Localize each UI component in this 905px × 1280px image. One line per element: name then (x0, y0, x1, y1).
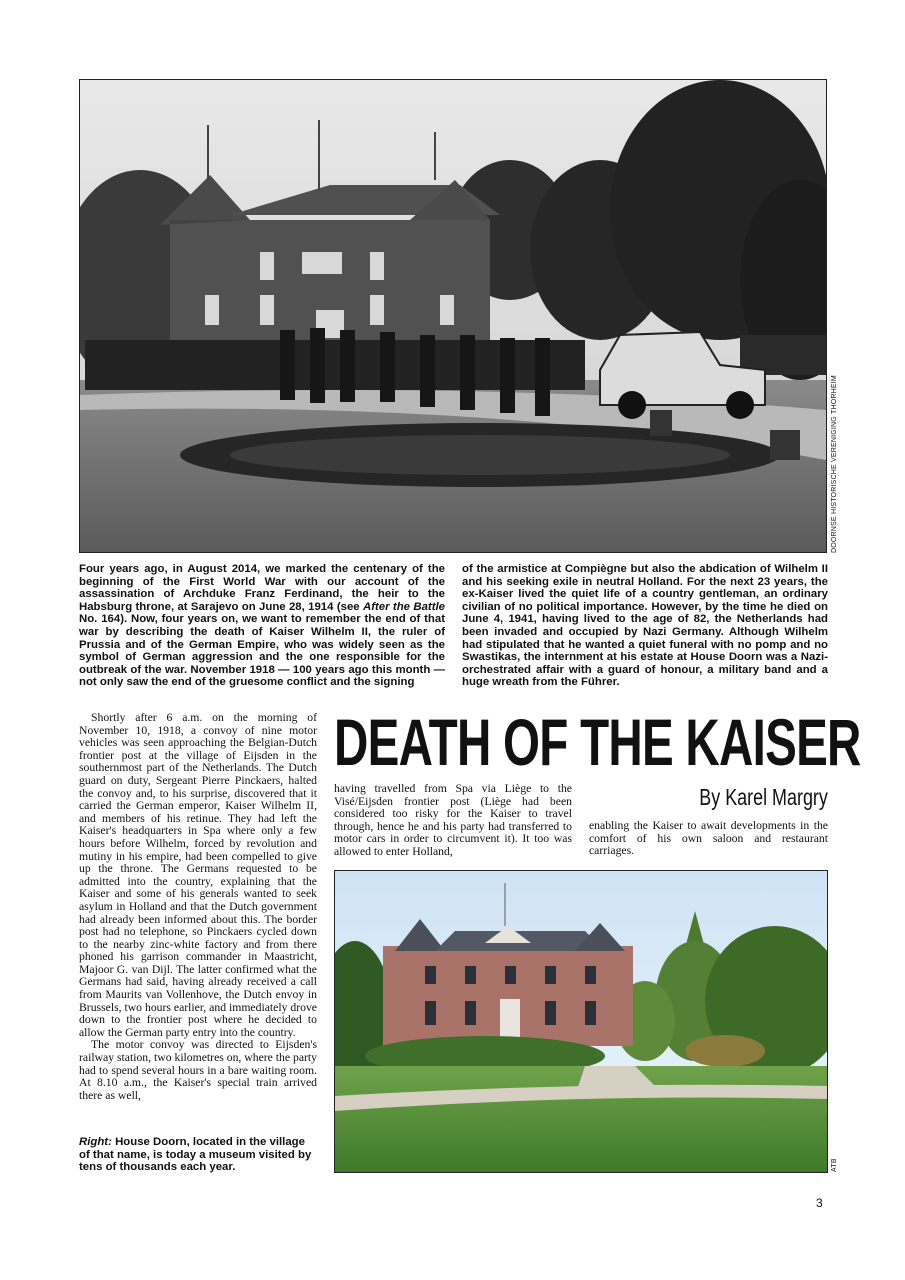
byline: By Karel Margry (699, 784, 828, 810)
body-column-right (589, 820, 828, 858)
body-column-left (79, 712, 317, 1102)
photo-credit: ATB (831, 1158, 838, 1172)
page-number: 3 (816, 1196, 823, 1210)
funeral-photo (79, 79, 827, 553)
intro-column-left: Four years ago, in August 2014, we marked the centenary of the beginning of the First World War with our account of the assassination of Archduke Franz Ferdinand, the heir to the Habsburg throne, at Sarajevo on June 28, 1914 (see After the Battle No. 164). Now, four years on, we want to remember the end of that war by describing the death of Kaiser Wilhelm II, the ruler of Prussia and of the German Empire, who was widely seen as the symbol of German aggression and the one responsible for the outbreak of the war. November 1918 — 100 years ago this month — not only saw the end of the gruesome conflict and the signing (79, 563, 446, 689)
paragraph: having travelled from Spa via Liège to the Visé/Eijsden frontier post (Liège had been considered too risky for the Kaiser to travel through, hence he and his party had transferred to motor cars in order to circumvent it). It too was allowed to enter Holland, (334, 782, 572, 858)
house-doorn-photo (334, 870, 828, 1173)
paragraph: The motor convoy was directed to Eijsden's railway station, two kilometres on, where the party had to spend several hours in a bare waiting room. At 8.10 a.m., the Kaiser's special train arrived there as well, (79, 1038, 317, 1102)
intro-column-right: of the armistice at Compiègne but also the abdication of Wilhelm II and his seeking exile in neutral Holland. For the next 23 years, the ex-Kaiser lived the quiet life of a country gentleman, an ordinary civilian of no political importance. However, by the time he died on June 4, 1941, having lived to the age of 82, the Netherlands had been invaded and occupied by Nazi Germany. Although Wilhelm had stipulated that he wanted a quiet funeral with no pomp and no Swastikas, the internment at his estate at House Doorn was a Nazi-orchestrated affair with a guard of honour, a military band and a huge wreath from the Führer. (462, 563, 828, 689)
photo-caption: Right: House Doorn, located in the village of that name, is today a museum visited by tens of thousands each year. (79, 1136, 312, 1174)
article-headline: DEATH OF THE KAISER (334, 705, 861, 779)
photo-credit: DOORNSE HISTORISCHE VERENIGING THORHEIM (831, 375, 838, 553)
body-column-middle (334, 783, 572, 859)
paragraph: Shortly after 6 a.m. on the morning of November 10, 1918, a convoy of nine motor vehicles was seen approaching the Belgian-Dutch frontier post at the village of Eijsden in the southernmost part of the Netherlands. The Dutch guard on duty, Sergeant Pierre Pinckaers, halted the convoy and, to his surprise, discovered that it carried the German emperor, Kaiser Wilhelm II, and members of his retinue. They had left the Kaiser's headquarters in Spa where only a few hours before Wilhelm, forced by revolution and mutiny in his empire, had been compelled to give up the throne. The Germans requested to be admitted into the country, explaining that the Kaiser and some of his generals wanted to seek asylum in Holland and that the Dutch government had already been informed about this. The border post had no telephone, so Pinckaers cycled down to the nearby zinc-white factory and from there phoned his garrison commander in Maastricht, Majoor G. van Dijl. The latter confirmed what the Germans had said, having already received a call from Maurits van Vollenhove, the Dutch envoy in Brussels, two hours earlier, and immediately drove down to the frontier post where he decided to allow the German party entry into the country. (79, 711, 317, 1039)
paragraph: enabling the Kaiser to await developments in the comfort of his own saloon and restaurant carriages. (589, 819, 828, 858)
